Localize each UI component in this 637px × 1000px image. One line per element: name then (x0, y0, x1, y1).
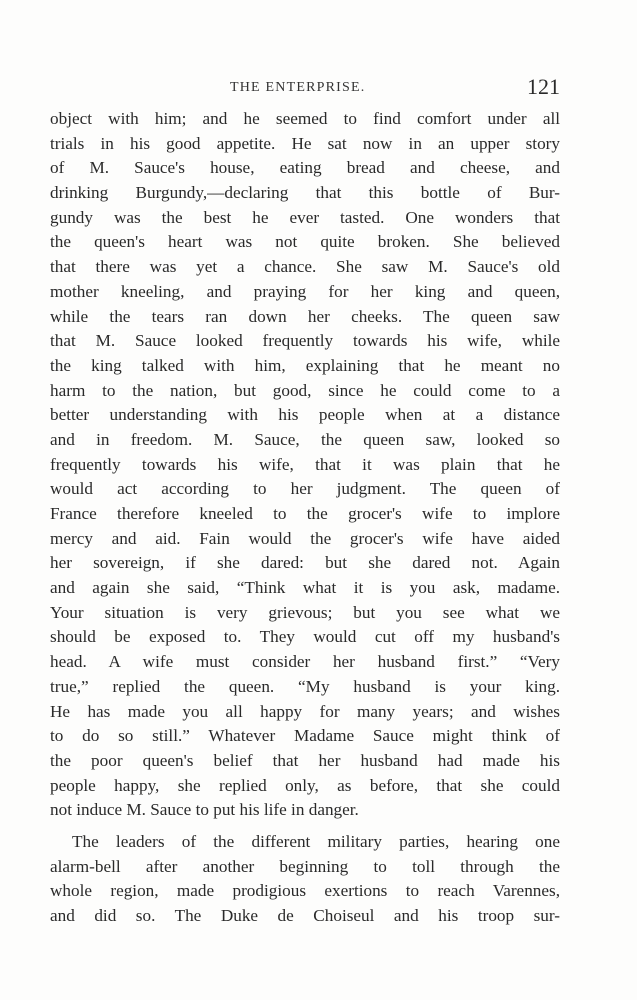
text-line: Your situation is very grievous; but you see what we (50, 602, 560, 622)
paragraph-2 (50, 830, 560, 929)
text-line: true,” replied the queen. “My husband is your king. (50, 676, 560, 696)
text-line: better understanding with his people when at a distance (50, 405, 560, 425)
text-line: should be exposed to. They would cut off my husband's (50, 627, 560, 647)
text-line: harm to the nation, but good, since he could come to a (50, 380, 560, 400)
text-line: drinking Burgundy,—declaring that this bottle of Bur- (50, 183, 560, 203)
text-line: the poor queen's belief that her husband had made his (50, 750, 560, 770)
text-line: that M. Sauce looked frequently towards his wife, while (50, 331, 560, 351)
text-line: gundy was the best he ever tasted. One wonders that (50, 207, 560, 227)
paragraph-gap (50, 823, 560, 830)
text-line: trials in his good appetite. He sat now in an upper story (50, 133, 560, 153)
text-line: the king talked with him, explaining that he meant no (50, 355, 560, 375)
text-line: that there was yet a chance. She saw M. Sauce's old (50, 257, 560, 277)
text-line: mercy and aid. Fain would the grocer's wife have aided (50, 528, 560, 548)
text-line: He has made you all happy for many years; and wishes (50, 701, 560, 721)
text-line: head. A wife must consider her husband first.” “Very (50, 652, 560, 672)
text-line: the queen's heart was not quite broken. She believed (50, 232, 560, 252)
text-line: whole region, made prodigious exertions to reach Varennes, (50, 881, 560, 901)
text-line: while the tears ran down her cheeks. The queen saw (50, 306, 560, 326)
paragraph-1 (50, 107, 560, 823)
text-line: her sovereign, if she dared: but she dared not. Again (50, 553, 560, 573)
text-line: of M. Sauce's house, eating bread and cheese, and (50, 158, 560, 178)
text-line: people happy, she replied only, as before, that she could (50, 775, 560, 795)
running-title: THE ENTERPRISE. (230, 80, 366, 95)
text-line: object with him; and he seemed to find comfort under all (50, 109, 560, 128)
text-line: and again she said, “Think what it is you ask, madame. (50, 578, 560, 598)
text-line: and in freedom. M. Sauce, the queen saw, looked so (50, 429, 560, 449)
text-line: mother kneeling, and praying for her king and queen, (50, 281, 560, 301)
body-text (50, 107, 560, 929)
text-line: would act according to her judgment. The queen of (50, 479, 560, 499)
text-line: France therefore kneeled to the grocer's wife to implore (50, 504, 560, 523)
text-line: alarm-bell after another beginning to toll through the (50, 856, 560, 876)
text-line: to do so still.” Whatever Madame Sauce might think of (50, 726, 560, 746)
text-line: frequently towards his wife, that it was plain that he (50, 454, 560, 474)
text-line: and did so. The Duke de Choiseul and his troop sur- (50, 906, 560, 925)
text-line: The leaders of the different military parties, hearing one (72, 831, 560, 851)
text-line: not induce M. Sauce to put his life in danger. (50, 800, 359, 820)
running-head (50, 74, 560, 102)
page-number: 121 (527, 74, 560, 99)
